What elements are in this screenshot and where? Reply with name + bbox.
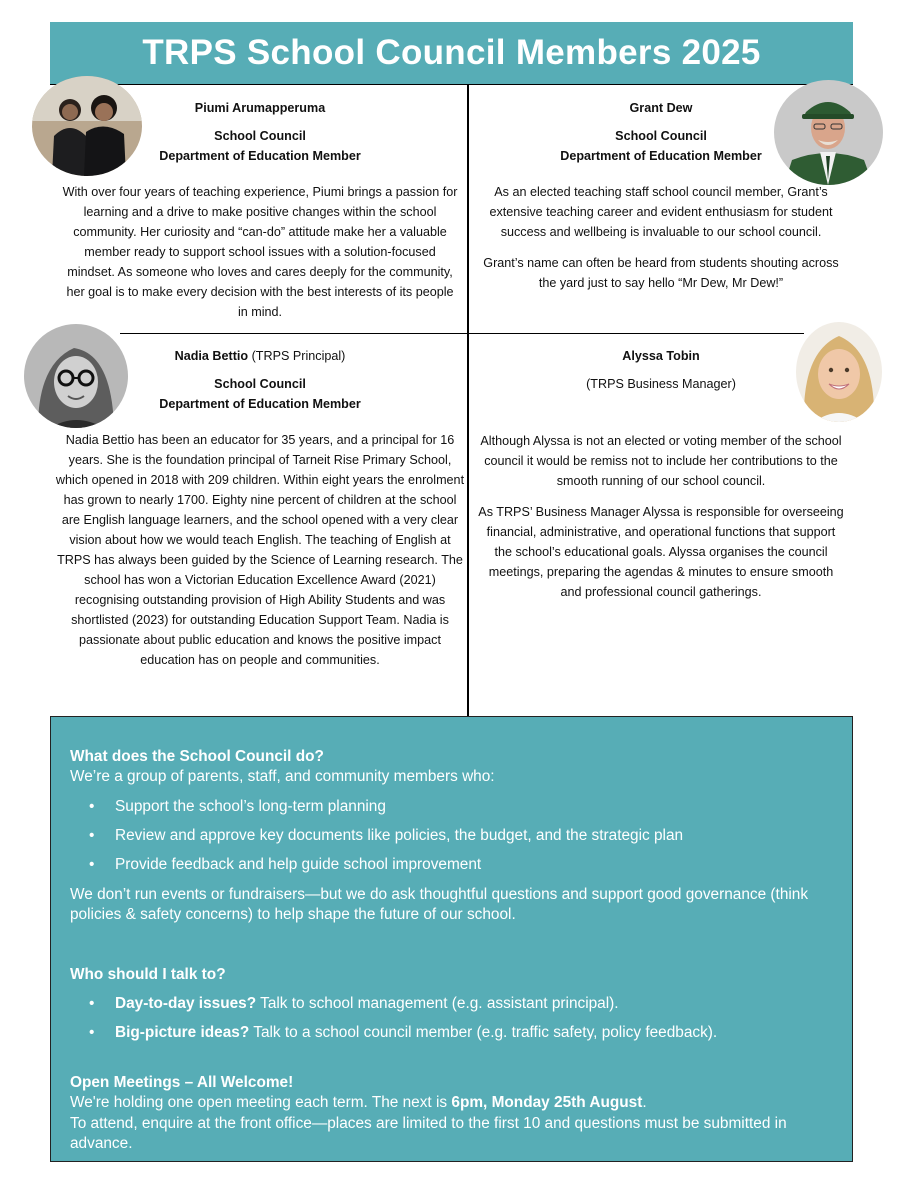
list-item (89, 994, 717, 1023)
member-card-alyssa (478, 346, 844, 613)
meetings-text (70, 1093, 850, 1113)
meetings-text-pre: We're holding one open meeting each term. The next is (70, 1094, 452, 1111)
who-heading: Who should I talk to? (70, 966, 226, 983)
council-info-box (50, 716, 853, 1162)
divider-top (50, 84, 853, 85)
member-card-nadia (55, 346, 465, 681)
what-list (89, 797, 683, 884)
list-item-text: Talk to a school council member (e.g. traffic safety, policy feedback). (249, 1024, 718, 1041)
member-bio-paragraph: Grant’s name can often be heard from students shouting across the yard just to say hello “Mr Dew, Mr Dew!” (483, 256, 839, 290)
member-name (55, 346, 465, 366)
divider-vertical (467, 84, 469, 716)
member-bio-paragraph: As an elected teaching staff school council member, Grant’s extensive teaching career and evident enthusiasm for student success and wellbeing is invaluable to our school council. (489, 185, 833, 239)
member-role (55, 374, 465, 414)
member-name-text: Nadia Bettio (174, 349, 249, 363)
member-role (476, 126, 846, 166)
list-item: • Support the school’s long-term planning (89, 797, 683, 826)
member-bio (60, 182, 460, 322)
meetings-text-post: . (642, 1094, 647, 1111)
member-role (60, 126, 460, 166)
who-list (89, 994, 717, 1052)
member-bio-paragraph: Nadia Bettio has been an educator for 35 years, and a principal for 16 years. She is the foundation principal of Tarneit Rise Primary School, which opened in 2018 with 209 children. Within eight years the enrolment has grown to nearly 1700. Eighty nine percent of children at the school are English language learners, and the school opened with a very clear vision about how we would teach English. The teaching of English at TRPS has always been guided by the Science of Learning research. The school has won a Victorian Education Excellence Award (2021) recognising outstanding provision of High Ability Students and was shortlisted (2023) for outstanding Education Support Team. Nadia is passionate about public education and knows the positive impact education has on people and communities. (55, 433, 465, 667)
member-role-line2: Department of Education Member (159, 397, 361, 411)
member-card-piumi (60, 98, 460, 333)
member-name: Alyssa Tobin (622, 349, 700, 363)
member-name: Grant Dew (629, 101, 693, 115)
list-item: • Review and approve key documents like policies, the budget, and the strategic plan (89, 826, 683, 855)
divider-middle-right (468, 333, 804, 334)
member-bio-paragraph: Although Alyssa is not an elected or voting member of the school council it would be remiss not to include her contributions to the smooth running of our school council. (480, 434, 842, 488)
list-item-text: Talk to school management (e.g. assistant principal). (256, 995, 619, 1012)
what-intro: We’re a group of parents, staff, and community members who: (70, 768, 495, 785)
member-role-line1: School Council (214, 377, 306, 391)
what-heading: What does the School Council do? (70, 748, 324, 765)
member-role-line1: School Council (214, 129, 306, 143)
list-item-lead: Day-to-day issues? (115, 995, 257, 1012)
member-bio (478, 431, 844, 602)
list-item-lead: Big-picture ideas? (115, 1024, 250, 1041)
page-title: TRPS School Council Members 2025 (50, 22, 853, 84)
member-bio (476, 182, 846, 293)
what-outro: We don’t run events or fundraisers—but we do ask thoughtful questions and support good governance (think policies & safety concerns) to help shape the future of our school. (70, 886, 809, 923)
meetings-attend-text: To attend, enquire at the front office—places are limited to the first 10 and questions must be submitted in advance. (70, 1115, 787, 1152)
list-item (89, 1023, 717, 1052)
member-role-line2: Department of Education Member (159, 149, 361, 163)
meetings-heading: Open Meetings – All Welcome! (70, 1074, 294, 1091)
member-bio-paragraph: As TRPS’ Business Manager Alyssa is responsible for overseeing financial, administrative, and operational functions that support the school’s educational goals. Alyssa organises the council meetings, preparing the agendas & minutes to ensure smooth and professional council gatherings. (478, 505, 844, 599)
member-bio (55, 430, 465, 670)
meetings-date: 6pm, Monday 25th August (451, 1094, 643, 1111)
member-bio-paragraph: With over four years of teaching experience, Piumi brings a passion for learning and a drive to make positive changes within the school community. Her curiosity and “can-do” attitude make her a valuable member ready to support school issues with a solution-focused mindset. As someone who loves and cares deeply for the community, her goal is to make every decision with the best interests of its people in mind. (62, 185, 458, 319)
member-role-line2: Department of Education Member (560, 149, 762, 163)
member-name-suffix: (TRPS Principal) (248, 349, 346, 363)
member-card-grant (476, 98, 846, 304)
list-item: • Provide feedback and help guide school improvement (89, 855, 683, 884)
member-subtitle: (TRPS Business Manager) (586, 377, 736, 391)
divider-middle-left (120, 333, 467, 334)
member-role-line1: School Council (615, 129, 707, 143)
member-name: Piumi Arumapperuma (194, 101, 326, 115)
